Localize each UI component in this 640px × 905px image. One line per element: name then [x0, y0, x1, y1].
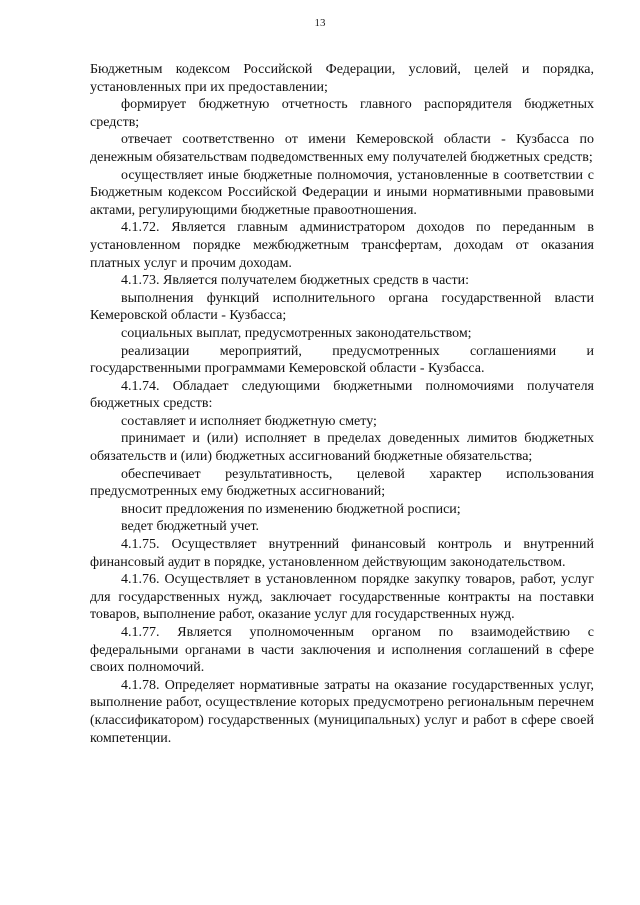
paragraph: выполнения функций исполнительного органа государственной власти Кемеровской области - Кузбасса;: [90, 290, 594, 324]
paragraph-4-1-76: 4.1.76. Осуществляет в установленном порядке закупку товаров, работ, услуг для государственных нужд, заключает государственные контракты на поставки товаров, выполнение работ, оказание услуг для государственных нужд.: [90, 572, 594, 623]
page-number: 13: [314, 17, 326, 29]
paragraph: осуществляет иные бюджетные полномочия, установленные в соответствии с Бюджетным кодексом Российской Федерации и иными нормативными правовыми актами, регулирующими бюджетные правоотношения.: [90, 167, 594, 218]
paragraph-4-1-74: 4.1.74. Обладает следующими бюджетными полномочиями получателя бюджетных средств:: [90, 378, 594, 412]
paragraph-continuation: Бюджетным кодексом Российской Федерации, условий, целей и порядка, установленных при их предоставлении;: [90, 62, 594, 95]
paragraph: формирует бюджетную отчетность главного распорядителя бюджетных средств;: [90, 97, 594, 130]
paragraph: обеспечивает результативность, целевой характер использования предусмотренных ему бюджетных ассигнований;: [90, 466, 594, 500]
paragraph-4-1-73: 4.1.73. Является получателем бюджетных средств в части:: [121, 273, 470, 289]
paragraph: принимает и (или) исполняет в пределах доведенных лимитов бюджетных обязательств и (или) бюджетных ассигнований бюджетные обязательства;: [90, 431, 594, 465]
document-body: [90, 61, 594, 747]
paragraph-4-1-77: 4.1.77. Является уполномоченным органом по взаимодействию с федеральными органами в части заключения и исполнения соглашений в сфере своих полномочий.: [90, 625, 594, 676]
paragraph: реализации мероприятий, предусмотренных соглашениями и государственными программами Кемеровской области - Кузбасса.: [90, 343, 594, 377]
paragraph: составляет и исполняет бюджетную смету;: [121, 413, 377, 429]
paragraph: вносит предложения по изменению бюджетной росписи;: [121, 501, 461, 517]
paragraph: социальных выплат, предусмотренных законодательством;: [121, 325, 472, 341]
paragraph-4-1-75: 4.1.75. Осуществляет внутренний финансовый контроль и внутренний финансовый аудит в порядке, установленном действующим законодательством.: [90, 537, 594, 570]
paragraph-4-1-78: 4.1.78. Определяет нормативные затраты на оказание государственных услуг, выполнение работ, осуществление которых предусмотрено региональным перечнем (классификатором) государственных (муниципальных) услуг и работ в сфере своей компетенции.: [90, 677, 594, 746]
paragraph: ведет бюджетный учет.: [121, 519, 260, 535]
paragraph-4-1-72: 4.1.72. Является главным администратором доходов по переданным в установленном порядке межбюджетным трансфертам, доходам от оказания платных услуг и прочим доходам.: [90, 220, 594, 271]
paragraph: отвечает соответственно от имени Кемеровской области - Кузбасса по денежным обязательствам подведомственных ему получателей бюджетных средств;: [90, 132, 594, 165]
